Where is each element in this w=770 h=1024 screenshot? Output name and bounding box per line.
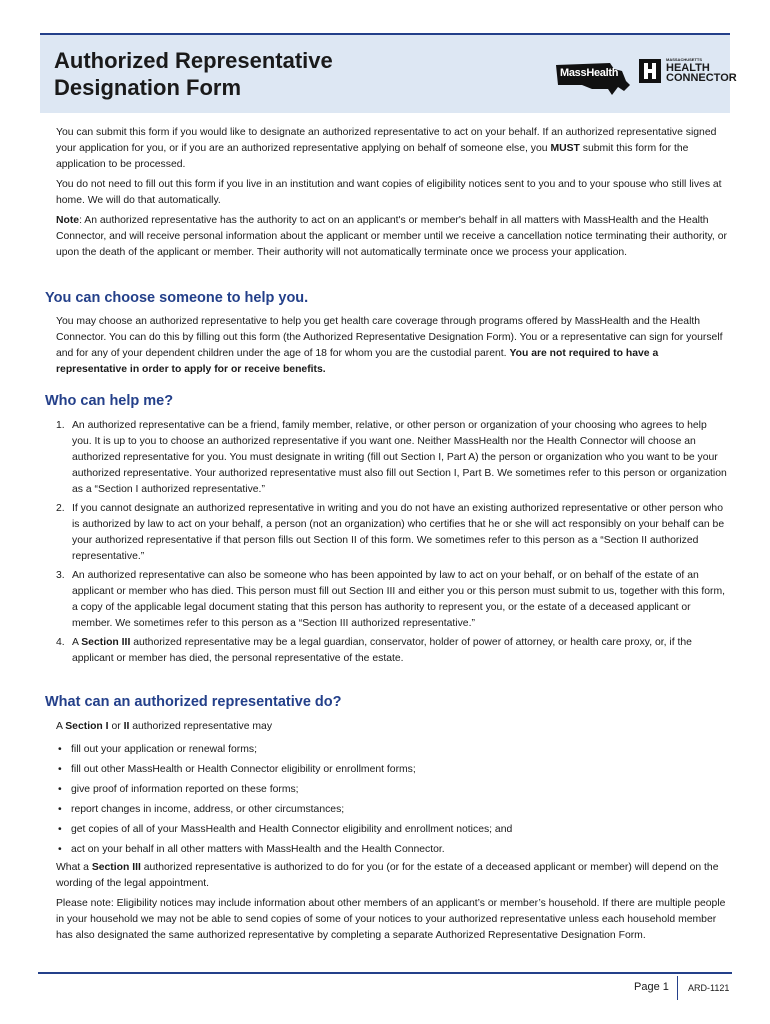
footer-separator	[677, 976, 678, 1000]
health-connector-line2: CONNECTOR	[666, 72, 737, 84]
form-title-line2: Designation Form	[54, 75, 242, 100]
list-item: • report changes in income, address, or other circumstances;	[58, 804, 345, 815]
intro-note: Note: An authorized representative has the authority to act on an applicant's or member's behalf in all matters with MassHealth and the Health Connector, and will receive personal information about the applicant or member until we receive a cancellation notice terminating their authority, or upon the death of the applicant or member. Their authority will not automatically terminate once we process your application.	[56, 215, 727, 258]
section-heading-choose-someone: You can choose someone to help you.	[45, 290, 309, 306]
masshealth-logo-text: MassHealth	[560, 67, 619, 79]
masshealth-logo	[552, 55, 632, 101]
list-item: 3. An authorized representative can also be someone who has been appointed by law to act on your behalf, or on behalf of the estate of an applicant or member who has died. This person must fill out Section III and either you or this person must submit to us, together with this form, a copy of the applicable legal document stating that this person has authority to represent you, or the estate of a deceased applicant or member. We sometimes refer to this person as a “Section III authorized representative.”	[56, 570, 725, 629]
please-note-paragraph: Please note: Eligibility notices may include information about other members of an applicant’s or member’s household. If there are multiple people in your household we may not be able to send copies of some of your notices to your authorized representative unless each household member has also designated the same authorized representative by completing a separate Authorized Representative Designation Form.	[56, 898, 726, 941]
section-heading-what-can-do: What can an authorized representative do?	[45, 694, 342, 710]
health-connector-state-label: MASSACHUSETTS	[666, 57, 703, 62]
not-required-emphasis: You are not required to have a representative in order to apply for or receive benefits.	[56, 348, 659, 375]
section3-lead: A Section I or II authorized representative may	[56, 721, 273, 732]
list-item: • get copies of all of your MassHealth and Health Connector eligibility and enrollment notices; and	[58, 824, 513, 835]
note-label: Note	[56, 215, 80, 226]
list-item: • fill out other MassHealth or Health Connector eligibility or enrollment forms;	[58, 764, 416, 775]
list-item: 1. An authorized representative can be a friend, family member, relative, or other person or organization of your choosing who agrees to help you. It is up to you to choose an authorized representative if you want one. Neither MassHealth nor the Health Connector will choose an authorized representative for you. You must designate in writing (fill out Section I, Part A) the person or organization who you want to be your authorized representative. Your authorized representative must also fill out Section I, Part B. We sometimes refer to this person or organization as a “Section I authorized representative.”	[56, 420, 727, 495]
authorized-rep-abilities-list	[56, 742, 728, 862]
list-item: • act on your behalf in all other matters with MassHealth and the Health Connector.	[58, 844, 445, 855]
health-connector-wordmark	[666, 63, 737, 83]
health-connector-logo	[638, 57, 737, 87]
list-item: • give proof of information reported on these forms;	[58, 784, 299, 795]
intro-paragraph-2: You do not need to fill out this form if you live in an institution and want copies of eligibility notices sent to you and to your spouse who still lives at home. We will do that automatically.	[56, 179, 722, 206]
form-code: ARD-1121	[688, 983, 730, 993]
section1-body: You may choose an authorized representative to help you get health care coverage through programs offered by MassHealth and the Health Connector. You can do this by filling out this form (the Authorized Representative Designation Form). You or a representative can sign for yourself and for any of your dependent children under the age of 18 for whom you are the custodial parent. You are not required to have a representative in order to apply for or receive benefits.	[56, 316, 723, 375]
health-connector-line1: HEALTH	[666, 62, 710, 74]
form-title-line1: Authorized Representative	[54, 48, 333, 73]
section3-after: What a Section III authorized representative is authorized to do for you (or for the estate of a deceased applicant or member) will depend on the wording of the legal appointment.	[56, 862, 719, 889]
intro-paragraph-1: You can submit this form if you would like to designate an authorized representative to act on your behalf. If an authorized representative signed your application for you, or if you are an authorized representative applying on behalf of someone else, you MUST submit this form for the application to be processed.	[56, 127, 717, 170]
form-title	[54, 47, 384, 101]
list-item: 2. If you cannot designate an authorized representative in writing and you do not have an existing authorized representative or other person who is authorized by law to act on your behalf, a person (not an organization) who certifies that he or she will act responsibly on your behalf can be your authorized representative if that person fills out Section II of this form. We sometimes refer to this person as a “Section II authorized representative.”	[56, 503, 725, 562]
health-connector-emblem-icon	[638, 57, 664, 85]
footer-divider	[38, 972, 732, 974]
must-emphasis: MUST	[550, 143, 580, 154]
form-header	[40, 33, 737, 113]
section-heading-who-can-help: Who can help me?	[45, 393, 174, 409]
list-item: • fill out your application or renewal forms;	[58, 744, 257, 755]
list-item: 4. A Section III authorized representative may be a legal guardian, conservator, holder of power of attorney, or health care proxy, or, if the applicant or member has died, the personal representative of the estate.	[56, 637, 692, 664]
intro-section	[56, 125, 728, 265]
page-number: Page 1	[634, 981, 669, 993]
who-can-help-list	[56, 418, 728, 670]
